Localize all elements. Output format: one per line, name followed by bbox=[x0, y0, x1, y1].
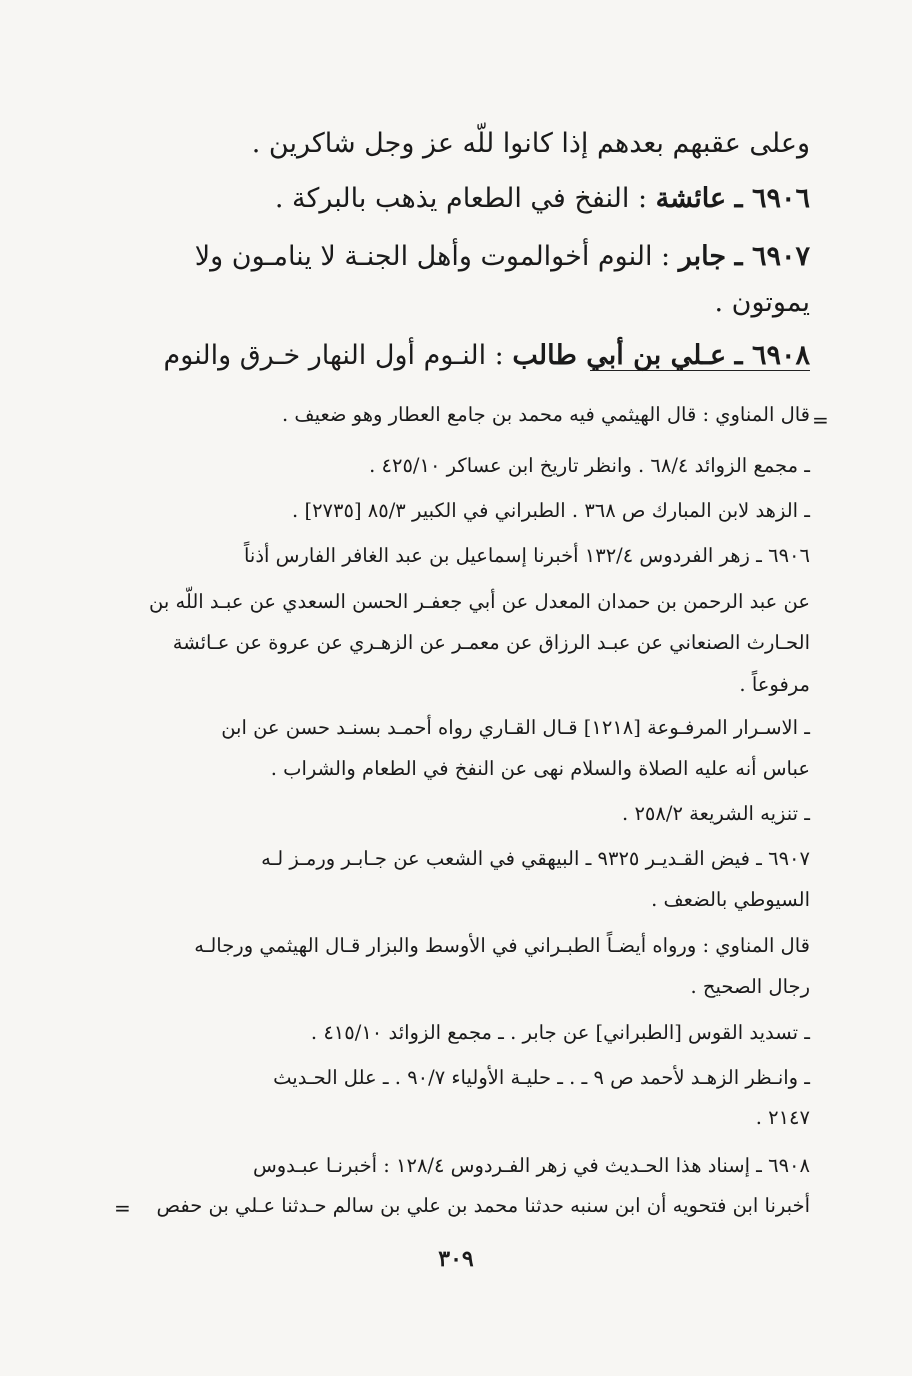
narrator-name: عـلي بن أبي طالب bbox=[512, 340, 727, 371]
footnote-line: ـ الاسـرار المرفـوعة [١٢١٨] قـال القـاري رواه أحمـد بسنـد حسن عن ابن bbox=[221, 716, 810, 739]
footnote-line: ـ مجمع الزوائد ٦٨/٤ . وانظر تاريخ ابن عساكر ٤٢٥/١٠ . bbox=[369, 454, 810, 477]
entry-6908 bbox=[130, 340, 810, 372]
hadith-text: يموتون . bbox=[714, 287, 810, 318]
footnote-line: ـ وانـظر الزهـد لأحمد ص ٩ ـ . ـ حليـة الأولياء ٩٠/٧ . ـ علل الحـديث bbox=[273, 1066, 810, 1089]
entry-6906 bbox=[130, 183, 810, 215]
footnote-line: ـ تنزيه الشريعة ٢٥٨/٢ . bbox=[622, 802, 810, 825]
narrator-name: جابر bbox=[678, 241, 727, 272]
page-number: ٣٠٩ bbox=[438, 1246, 474, 1272]
entry-number: ٦٩٠٧ ـ bbox=[734, 241, 810, 272]
footnote-line: عن عبد الرحمن بن حمدان المعدل عن أبي جعفـر الحسن السعدي عن عبـد اللّه بن bbox=[148, 590, 810, 613]
narrator-name: عائشة bbox=[655, 183, 727, 214]
footnote-line: رجال الصحيح . bbox=[690, 975, 810, 998]
footnote-line: أخبرنا ابن فتحويه أن ابن سنبه حدثنا محمد بن علي بن سالم حـدثنا عـلي بن حفص bbox=[156, 1194, 810, 1217]
entry-6907-continued bbox=[130, 287, 810, 319]
hadith-text: : النـوم أول النهار خـرق والنوم bbox=[163, 340, 504, 371]
entry-number: ٦٩٠٦ ـ bbox=[734, 183, 810, 214]
footnote-line: ٦٩٠٦ ـ زهر الفردوس ١٣٢/٤ أخبرنا إسماعيل بن عبد الغافر الفارس أذناً bbox=[243, 544, 810, 567]
main-text: وعلى عقبهم بعدهم إذا كانوا للّه عز وجل شاكرين . bbox=[251, 128, 810, 159]
footnote-line: ـ تسديد القوس [الطبراني] عن جابر . ـ مجمع الزوائد ٤١٥/١٠ . bbox=[310, 1021, 810, 1044]
footnote-line: مرفوعاً . bbox=[739, 673, 810, 696]
footnote-line: قال المناوي : ورواه أيضـاً الطبـراني في الأوسط والبزار قـال الهيثمي ورجالـه bbox=[194, 934, 810, 957]
footnote-divider bbox=[590, 370, 810, 371]
hadith-text: : النفخ في الطعام يذهب بالبركة . bbox=[274, 183, 648, 214]
hadith-text: : النوم أخوالموت وأهل الجنـة لا ينامـون ولا bbox=[194, 241, 671, 272]
entry-6907 bbox=[130, 241, 810, 273]
footnote-line: الحـارث الصنعاني عن عبـد الرزاق عن معمـر عن الزهـري عن عروة عن عـائشة bbox=[172, 631, 810, 654]
footnote-line: السيوطي بالضعف . bbox=[651, 888, 810, 911]
footnote-line: ٦٩٠٧ ـ فيض القـديـر ٩٣٢٥ ـ البيهقي في الشعب عن جـابـر ورمـز لـه bbox=[261, 847, 810, 870]
continuation-mark: = bbox=[812, 408, 829, 432]
footnote-line: قال المناوي : قال الهيثمي فيه محمد بن جامع العطار وهو ضعيف . bbox=[281, 403, 810, 426]
continuation-mark: = bbox=[114, 1196, 131, 1220]
main-line-1 bbox=[130, 128, 810, 160]
footnote-line: ـ الزهد لابن المبارك ص ٣٦٨ . الطبراني في الكبير ٨٥/٣ [٢٧٣٥] . bbox=[292, 499, 810, 522]
footnote-line: ٢١٤٧ . bbox=[755, 1106, 810, 1129]
entry-number: ٦٩٠٨ ـ bbox=[734, 340, 810, 371]
footnote-line: ٦٩٠٨ ـ إسناد هذا الحـديث في زهر الفـردوس ١٢٨/٤ : أخبرنـا عبـدوس bbox=[252, 1154, 810, 1177]
footnote-line: عباس أنه عليه الصلاة والسلام نهى عن النفخ في الطعام والشراب . bbox=[270, 757, 810, 780]
